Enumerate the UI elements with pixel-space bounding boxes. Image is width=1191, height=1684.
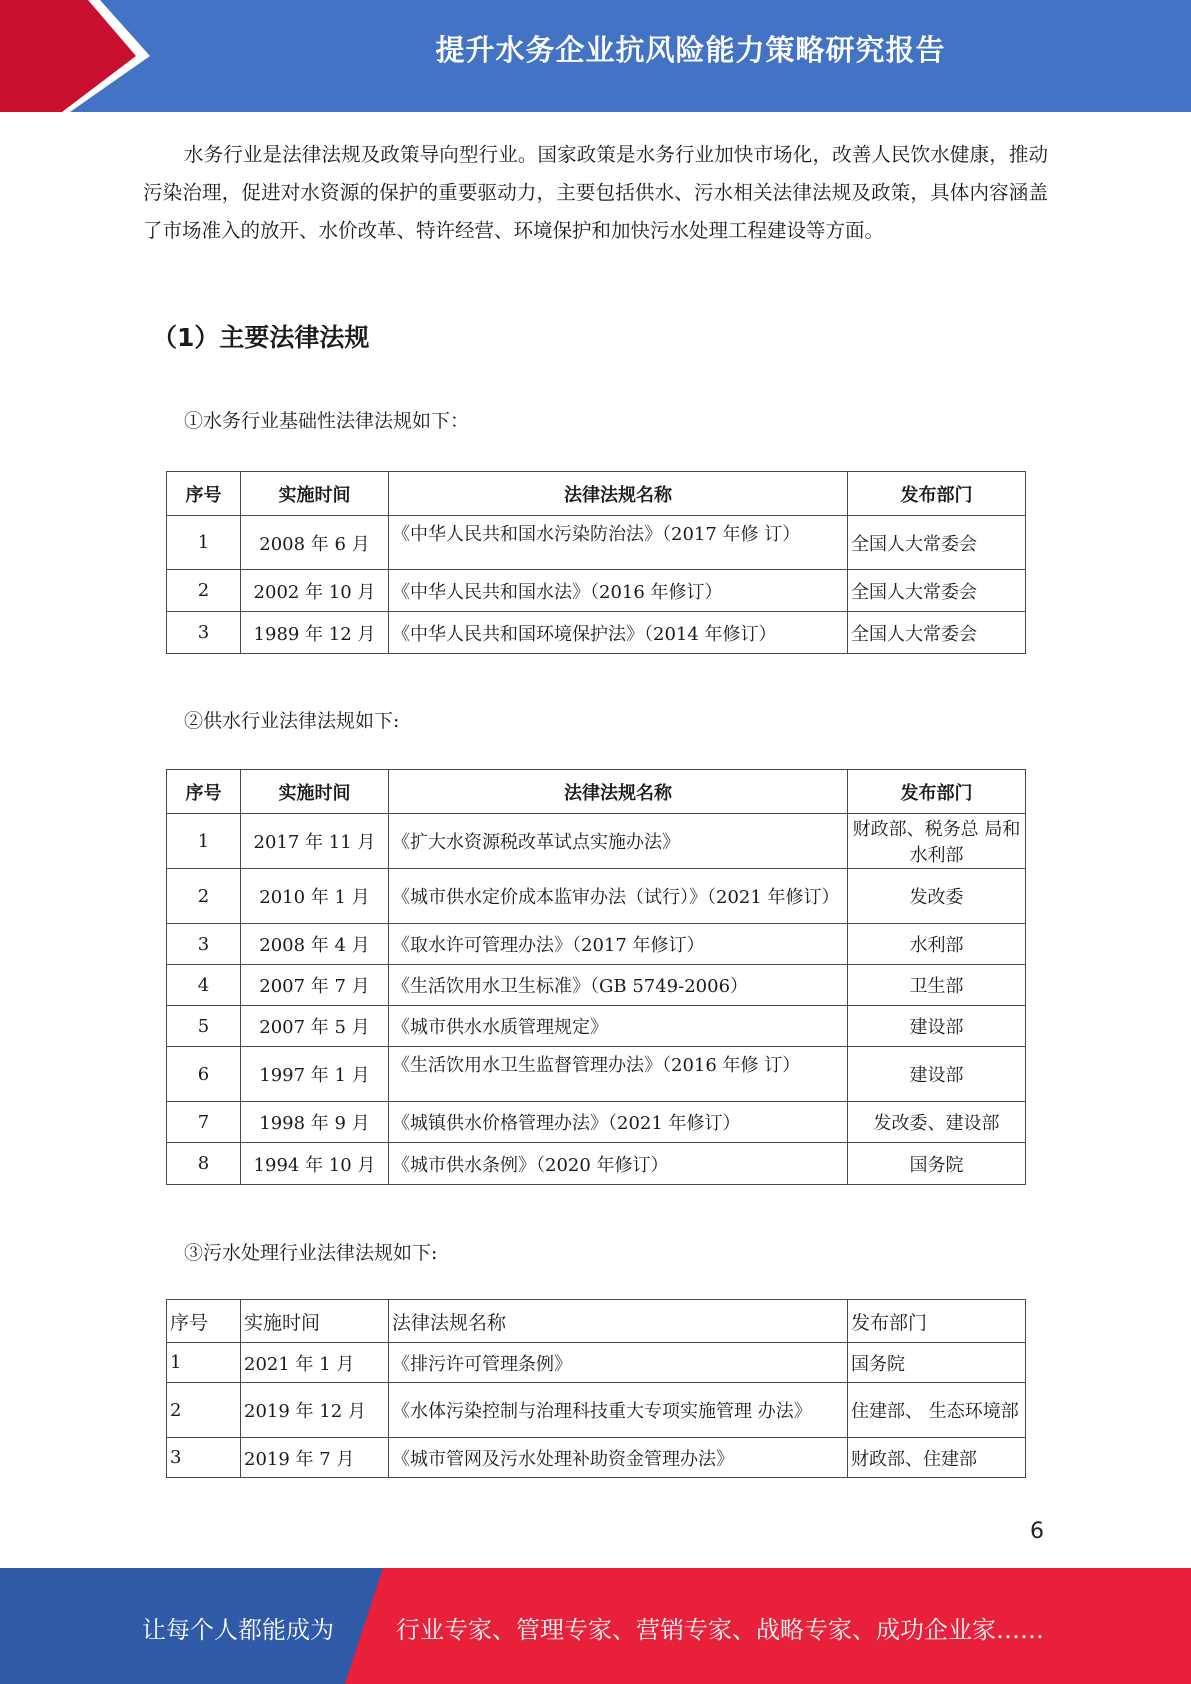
- cell-law-name: 《中华人民共和国水污染防治法》（2017 年修 订）: [389, 516, 848, 570]
- cell-law-name: 《排污许可管理条例》: [389, 1343, 848, 1383]
- cell-index: 7: [167, 1102, 241, 1143]
- table-row: [167, 1047, 1026, 1102]
- table-row: [167, 869, 1026, 924]
- cell-date: 2007 年 7 月: [241, 965, 389, 1006]
- basic-laws-table: [166, 471, 1026, 654]
- header-cell: 实施时间: [241, 770, 389, 814]
- cell-department: 财政部、住建部: [848, 1438, 1026, 1478]
- intro-paragraph: 水务行业是法律法规及政策导向型行业。国家政策是水务行业加快市场化，改善人民饮水健康，推动污染治理，促进对水资源的保护的重要驱动力，主要包括供水、污水相关法律法规及政策，具体内容涵盖了市场准入的放开、水价改革、特许经营、环境保护和加快污水处理工程建设等方面。: [143, 143, 1048, 242]
- cell-department: 全国人大常委会: [848, 516, 1026, 570]
- cell-date: 2019 年 7 月: [241, 1438, 389, 1478]
- header-cell: 实施时间: [241, 1300, 389, 1343]
- table-row: [167, 1006, 1026, 1047]
- header-cell: 序号: [167, 472, 241, 516]
- page-number: 6: [1030, 1519, 1044, 1544]
- cell-index: 3: [167, 612, 241, 654]
- cell-law-name: 《水体污染控制与治理科技重大专项实施管理 办法》: [389, 1383, 848, 1438]
- table-row: [167, 924, 1026, 965]
- cell-date: 2019 年 12 月: [241, 1383, 389, 1438]
- table-header-row: [167, 472, 1026, 516]
- cell-department: 水利部: [848, 924, 1026, 965]
- cell-law-name: 《城市供水条例》（2020 年修订）: [389, 1143, 848, 1185]
- cell-department: 全国人大常委会: [848, 612, 1026, 654]
- cell-date: 1994 年 10 月: [241, 1143, 389, 1185]
- cell-law-name: 《城市管网及污水处理补助资金管理办法》: [389, 1438, 848, 1478]
- cell-department: 国务院: [848, 1143, 1026, 1185]
- cell-index: 1: [167, 516, 241, 570]
- cell-index: 4: [167, 965, 241, 1006]
- page-header: [0, 0, 1191, 112]
- table-row: [167, 1102, 1026, 1143]
- cell-date: 2008 年 4 月: [241, 924, 389, 965]
- cell-index: 5: [167, 1006, 241, 1047]
- table-row: [167, 1438, 1026, 1478]
- cell-index: 2: [167, 869, 241, 924]
- cell-index: 8: [167, 1143, 241, 1185]
- cell-date: 1998 年 9 月: [241, 1102, 389, 1143]
- table-row: [167, 570, 1026, 612]
- header-cell: 发布部门: [848, 770, 1026, 814]
- table-row: [167, 965, 1026, 1006]
- cell-department: 卫生部: [848, 965, 1026, 1006]
- cell-law-name: 《生活饮用水卫生监督管理办法》（2016 年修 订）: [389, 1047, 848, 1102]
- cell-law-name: 《中华人民共和国水法》（2016 年修订）: [389, 570, 848, 612]
- cell-department: 建设部: [848, 1006, 1026, 1047]
- cell-law-name: 《取水许可管理办法》（2017 年修订）: [389, 924, 848, 965]
- cell-department: 全国人大常委会: [848, 570, 1026, 612]
- cell-law-name: 《中华人民共和国环境保护法》（2014 年修订）: [389, 612, 848, 654]
- cell-index: 3: [167, 924, 241, 965]
- report-title: 提升水务企业抗风险能力策略研究报告: [435, 33, 946, 67]
- footer-slogan-left: 让每个人都能成为: [142, 1616, 334, 1644]
- cell-date: 1989 年 12 月: [241, 612, 389, 654]
- header-cell: 法律法规名称: [389, 472, 848, 516]
- header-cell: 发布部门: [848, 472, 1026, 516]
- cell-law-name: 《生活饮用水卫生标准》（GB 5749-2006）: [389, 965, 848, 1006]
- header-cell: 法律法规名称: [389, 1300, 848, 1343]
- header-arrow-logo-icon: [0, 0, 160, 112]
- header-cell: 法律法规名称: [389, 770, 848, 814]
- header-cell: 发布部门: [848, 1300, 1026, 1343]
- cell-date: 2007 年 5 月: [241, 1006, 389, 1047]
- table-row: [167, 612, 1026, 654]
- cell-law-name: 《城市供水定价成本监审办法（试行）》（2021 年修订）: [389, 869, 848, 924]
- table-row: [167, 1143, 1026, 1185]
- cell-index: 1: [167, 814, 241, 869]
- table1-caption: ①水务行业基础性法律法规如下：: [184, 410, 470, 432]
- cell-index: 2: [167, 1383, 241, 1438]
- cell-index: 6: [167, 1047, 241, 1102]
- cell-index: 1: [167, 1343, 241, 1383]
- table-row: [167, 1383, 1026, 1438]
- cell-index: 3: [167, 1438, 241, 1478]
- cell-index: 2: [167, 570, 241, 612]
- cell-date: 2002 年 10 月: [241, 570, 389, 612]
- cell-date: 2021 年 1 月: [241, 1343, 389, 1383]
- cell-law-name: 《城镇供水价格管理办法》（2021 年修订）: [389, 1102, 848, 1143]
- cell-date: 2008 年 6 月: [241, 516, 389, 570]
- header-cell: 序号: [167, 1300, 241, 1343]
- cell-department: 财政部、税务总 局和水利部: [848, 814, 1026, 869]
- table-row: [167, 1343, 1026, 1383]
- cell-department: 发改委: [848, 869, 1026, 924]
- table-row: [167, 814, 1026, 869]
- cell-department: 建设部: [848, 1047, 1026, 1102]
- section-title: （1）主要法律法规: [152, 323, 370, 352]
- cell-department: 国务院: [848, 1343, 1026, 1383]
- cell-date: 2010 年 1 月: [241, 869, 389, 924]
- table-header-row: [167, 1300, 1026, 1343]
- page-footer: [0, 1568, 1191, 1684]
- cell-date: 1997 年 1 月: [241, 1047, 389, 1102]
- table3-caption: ③污水处理行业法律法规如下:: [184, 1242, 438, 1264]
- cell-department: 发改委、建设部: [848, 1102, 1026, 1143]
- water-supply-laws-table: [166, 769, 1026, 1185]
- sewage-laws-table: [166, 1299, 1026, 1478]
- cell-law-name: 《扩大水资源税改革试点实施办法》: [389, 814, 848, 869]
- cell-date: 2017 年 11 月: [241, 814, 389, 869]
- table2-caption: ②供水行业法律法规如下:: [184, 710, 400, 732]
- footer-slogan-right: 行业专家、管理专家、营销专家、战略专家、成功企业家……: [396, 1616, 1044, 1644]
- cell-law-name: 《城市供水水质管理规定》: [389, 1006, 848, 1047]
- table-row: [167, 516, 1026, 570]
- header-cell: 实施时间: [241, 472, 389, 516]
- header-cell: 序号: [167, 770, 241, 814]
- table-header-row: [167, 770, 1026, 814]
- cell-department: 住建部、 生态环境部: [848, 1383, 1026, 1438]
